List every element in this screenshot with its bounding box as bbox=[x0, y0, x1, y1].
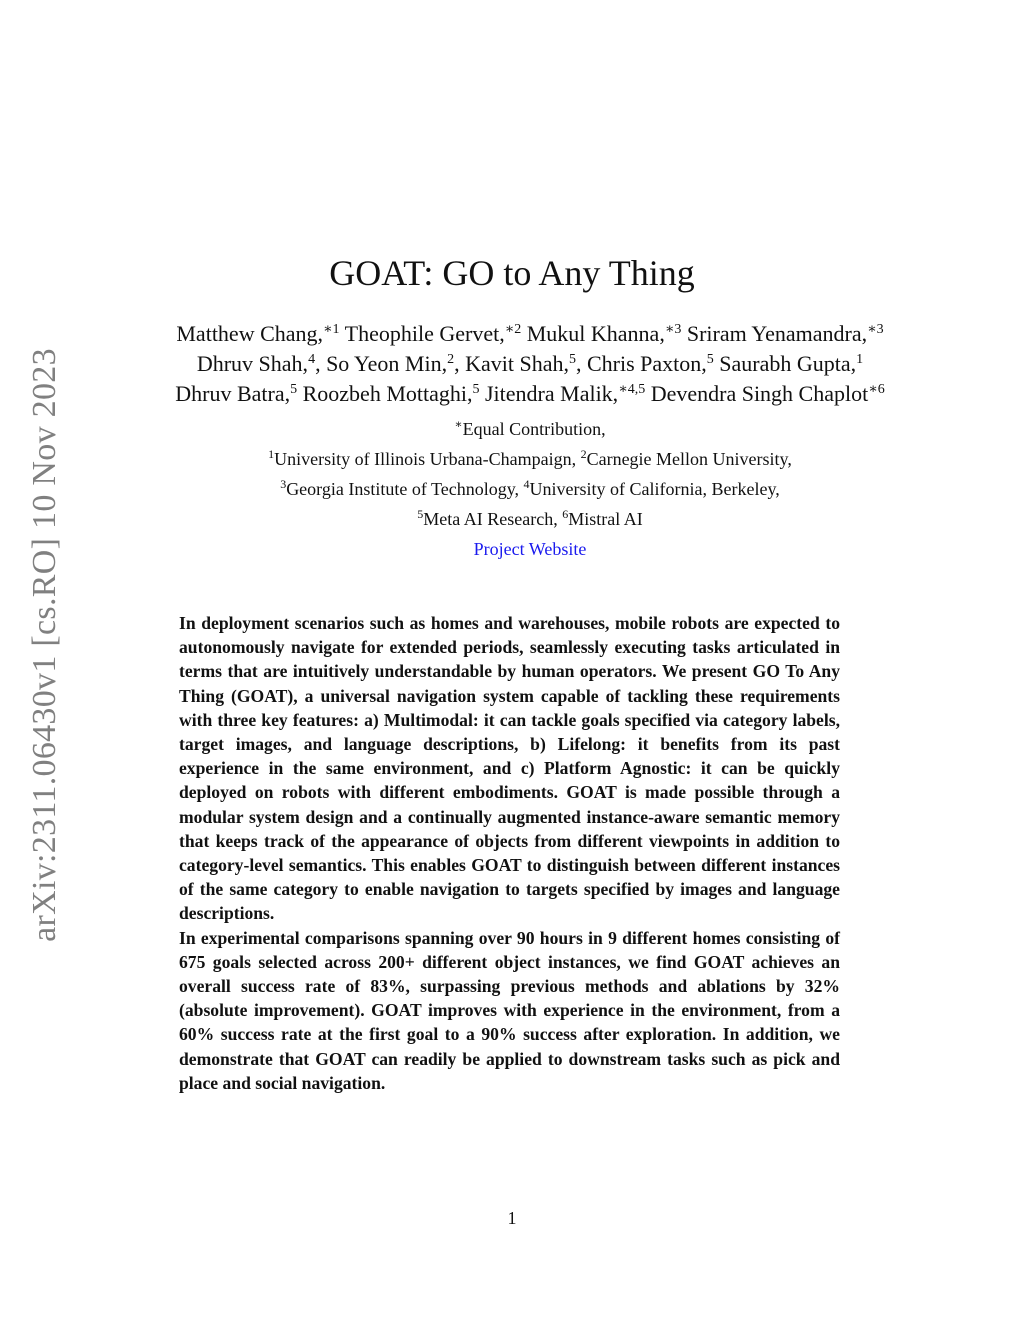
author-affiliation-mark: 5 bbox=[569, 352, 576, 367]
affiliation-mark: 5 bbox=[417, 507, 424, 521]
equal-contribution-mark: ∗ bbox=[454, 417, 463, 431]
author-name: Matthew Chang, bbox=[176, 321, 324, 346]
affiliation-name: Mistral AI bbox=[568, 509, 643, 529]
author-affiliation-mark: 1 bbox=[856, 352, 864, 367]
affiliation-line bbox=[120, 444, 940, 474]
affiliation-name: Carnegie Mellon University, bbox=[586, 449, 792, 469]
abstract bbox=[179, 611, 840, 1095]
paper-title: GOAT: GO to Any Thing bbox=[329, 253, 695, 293]
author-name: Roozbeh Mottaghi, bbox=[302, 381, 473, 406]
affiliation-line bbox=[120, 504, 940, 534]
author-affiliation-mark: ∗1 bbox=[323, 322, 340, 337]
author-list bbox=[120, 319, 940, 409]
author-name: Dhruv Batra, bbox=[175, 381, 291, 406]
author-name: Devendra Singh Chaplot bbox=[650, 381, 869, 406]
page-number: 1 bbox=[507, 1208, 517, 1228]
affiliation-name: Georgia Institute of Technology, bbox=[286, 479, 524, 499]
affiliation-mark: 6 bbox=[562, 507, 569, 521]
arxiv-stamp: arXiv:2311.06430v1 [cs.RO] 10 Nov 2023 bbox=[26, 348, 63, 942]
author-name: Sriram Yenamandra, bbox=[686, 321, 868, 346]
author-affiliation-mark: 5 bbox=[472, 382, 480, 397]
affiliation-mark: 3 bbox=[280, 477, 287, 491]
author-name: Mukul Khanna, bbox=[526, 321, 665, 346]
affiliation-mark: 1 bbox=[268, 447, 275, 461]
author-affiliation-mark: ∗3 bbox=[664, 322, 682, 337]
abstract-paragraph: In deployment scenarios such as homes and warehouses, mobile robots are expected to autonomously navigate for extended periods, seamlessly executing tasks articulated in terms that are intuitively understandable by human operators. We present GO To Any Thing (GOAT), a universal navigation system capable of tackling these requirements with three key features: a) Multimodal: it can tackle goals specified via category labels, target images, and language descriptions, b) Lifelong: it benefits from its past experience in the same environment, and c) Platform Agnostic: it can be quickly deployed on robots with different embodiments. GOAT is made possible through a modular system design and a continually augmented instance-aware semantic memory that keeps track of the appearance of objects from different viewpoints in addition to category-level semantics. This enables GOAT to distinguish between different instances of the same category to enable navigation to targets specified by images and language descriptions. bbox=[179, 613, 840, 924]
abstract-paragraph: In experimental comparisons spanning over 90 hours in 9 different homes consisting of 675 goals selected across 200+ different object instances, we find GOAT achieves an overall success rate of 83%, surpassing previous methods and ablations by 32% (absolute improvement). GOAT improves with experience in the environment, from a 60% success rate at the first goal to a 90% success after exploration. In addition, we demonstrate that GOAT can readily be applied to downstream tasks such as pick and place and social navigation. bbox=[179, 927, 840, 1093]
author-affiliation-mark: ∗2 bbox=[504, 322, 522, 337]
author-line bbox=[120, 349, 940, 379]
affiliation-line bbox=[120, 474, 940, 504]
author-line bbox=[120, 319, 940, 349]
author-affiliation-mark: 4 bbox=[308, 352, 316, 367]
author-affiliation-mark: 5 bbox=[290, 382, 298, 397]
author-line bbox=[120, 379, 940, 409]
author-name: , Chris Paxton, bbox=[576, 351, 707, 376]
author-name: Dhruv Shah, bbox=[196, 351, 309, 376]
affiliation-name: University of California, Berkeley, bbox=[529, 479, 780, 499]
project-website-link[interactable]: Project Website bbox=[473, 539, 587, 559]
author-affiliation-mark: 5 bbox=[706, 352, 714, 367]
author-affiliation-mark: 2 bbox=[447, 352, 455, 367]
author-name: , Kavit Shah, bbox=[454, 351, 569, 376]
author-affiliation-mark: ∗6 bbox=[868, 382, 885, 397]
affiliation-mark: 2 bbox=[580, 447, 587, 461]
equal-contribution-note bbox=[120, 414, 940, 444]
author-name: , So Yeon Min, bbox=[315, 351, 448, 376]
author-affiliation-mark: ∗3 bbox=[867, 322, 884, 337]
affiliation-list bbox=[120, 414, 940, 564]
author-name: Saurabh Gupta, bbox=[719, 351, 857, 376]
affiliation-name: University of Illinois Urbana-Champaign, bbox=[274, 449, 581, 469]
author-name: Theophile Gervet, bbox=[344, 321, 505, 346]
author-name: Jitendra Malik, bbox=[484, 381, 619, 406]
author-affiliation-mark: ∗4,5 bbox=[618, 382, 646, 397]
equal-contribution-text: Equal Contribution, bbox=[462, 419, 606, 439]
affiliation-name: Meta AI Research, bbox=[423, 509, 563, 529]
affiliation-mark: 4 bbox=[523, 477, 530, 491]
project-link-line bbox=[120, 534, 940, 564]
